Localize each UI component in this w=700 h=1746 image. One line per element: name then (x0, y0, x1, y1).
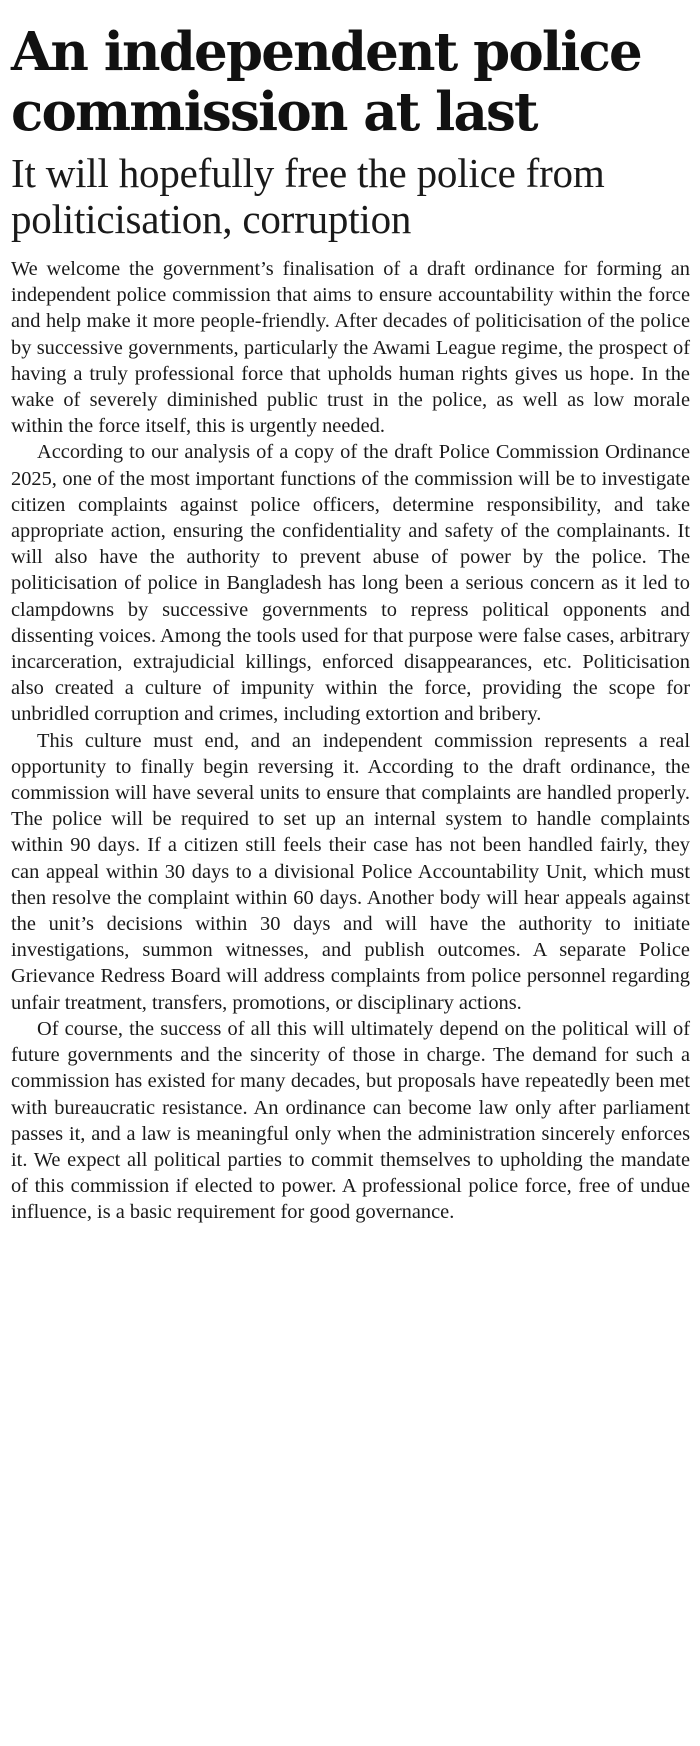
headline: An independent police commission at last (11, 21, 641, 143)
paragraph-3: This culture must end, and an independent commission represents a real opportunity to finally begin reversing it. According to the draft ordinance, the commission will have several units to ensure that complaints are handled properly. The police will be required to set up an internal system to handle complaints within 90 days. If a citizen still feels their case has not been handled fairly, they can appeal within 30 days to a divisional Police Accountability Unit, which must then resolve the complaint within 60 days. Another body will hear appeals against the unit’s decisions within 30 days and will have the authority to initiate investigations, summon witnesses, and publish outcomes. A separate Police Grievance Redress Board will address complaints from police personnel regarding unfair treatment, transfers, promotions, or disciplinary actions. (11, 729, 690, 1014)
article-body (11, 256, 690, 1226)
paragraph-2: According to our analysis of a copy of the draft Police Commission Ordinance 2025, one of the most important functions of the commission will be to investigate citizen complaints against police officers, determine responsibility, and take appropriate action, ensuring the confidentiality and safety of the complainants. It will also have the authority to prevent abuse of power by the police. The politicisation of police in Bangladesh has long been a serious concern as it led to clampdowns by successive governments to repress political opponents and dissenting voices. Among the tools used for that purpose were false cases, arbitrary incarceration, extrajudicial killings, enforced disappearances, etc. Politicisation also created a culture of impunity within the force, providing the scope for unbridled corruption and crimes, including extortion and bribery. (11, 441, 690, 726)
subheadline: It will hopefully free the police from politicisation, corruption (11, 150, 605, 242)
paragraph-4: Of course, the success of all this will ultimately depend on the political will of future governments and the sincerity of those in charge. The demand for such a commission has existed for many decades, but proposals have repeatedly been met with bureaucratic resistance. An ordinance can become law only after parliament passes it, and a law is meaningful only when the administration sincerely enforces it. We expect all political parties to commit themselves to upholding the mandate of this commission if elected to power. A professional police force, free of undue influence, is a basic requirement for good governance. (11, 1017, 690, 1224)
paragraph-1: We welcome the government’s finalisation of a draft ordinance for forming an independent police commission that aims to ensure accountability within the force and help make it more people-friendly. After decades of politicisation of the police by successive governments, particularly the Awami League regime, the prospect of having a truly professional force that upholds human rights gives us hope. In the wake of severely diminished public trust in the police, as well as low morale within the force itself, this is urgently needed. (11, 258, 690, 438)
